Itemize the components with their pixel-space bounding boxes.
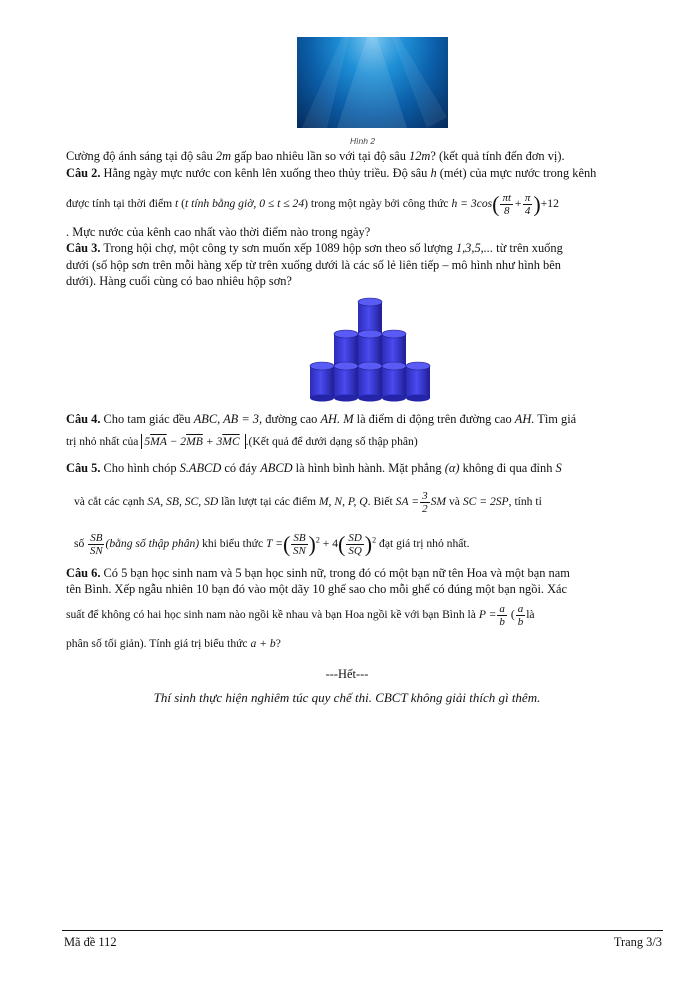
q4-label: Câu 4. — [66, 412, 101, 426]
figure-caption: Hình 2 — [350, 136, 376, 146]
q2-formula: h = 3cos( $\frac{\pi t}{8}$ + $\frac{\pi}{4}$ )+12 — [451, 191, 559, 217]
q6-label: Câu 6. — [66, 566, 101, 580]
footer-rule — [62, 930, 663, 931]
underwater-image — [297, 37, 448, 128]
q5-line2: và cắt các cạnh SA, SB, SC, SD lần lượt tại các điểm M, N, P, Q. Biết SA = $\frac{3}{2}$ SM và SC = 2SP, tính tỉ — [74, 490, 542, 515]
q6-line3: suất để không có hai học sinh nam nào ngồi kề nhau và bạn Hoa ngồi kề với bạn Bình là P = $\frac{a}{b}$ ( $\frac{a}{b}$ là — [66, 603, 535, 628]
q3-line3: dưới). Hàng cuối cùng có bao nhiêu hộp sơn? — [66, 274, 292, 288]
footer-code: Mã đề 112 — [64, 935, 117, 949]
q2-line2: được tính tại thời điểm t (t tính bằng giờ, 0 ≤ t ≤ 24) trong một ngày bởi công thức h = 3cos( $\frac{\pi t}{8}$ + $\frac{\pi}{4}$ )+12 — [66, 191, 559, 217]
q5-label: Câu 5. — [66, 461, 101, 475]
q4-line2: trị nhỏ nhất của $5\overline{MA} - 2\overline{MB} + 3\overline{MC}$ .(Kết quả để dưới dạng số thập phân) — [66, 435, 418, 448]
q2-line3: . Mực nước của kênh cao nhất vào thời điểm nào trong ngày? — [66, 225, 371, 239]
q3-line1: Câu 3. Trong hội chợ, một công ty sơn muốn xếp 1089 hộp sơn theo số lượng 1,3,5,... từ trên xuống — [66, 241, 563, 255]
q6-line1: Câu 6. Có 5 bạn học sinh nam và 5 bạn học sinh nữ, trong đó có một bạn nữ tên Hoa và một bạn nam — [66, 566, 570, 580]
light-rays — [297, 37, 448, 128]
q2-line1: Câu 2. Hằng ngày mực nước con kênh lên xuống theo thủy triều. Độ sâu h (mét) của mực nước trong kênh — [66, 166, 597, 180]
end-note: Thí sinh thực hiện nghiêm túc quy chế thi. CBCT không giải thích gì thêm. — [153, 690, 541, 705]
can-row-2 — [334, 330, 406, 366]
q4-line1: Câu 4. Cho tam giác đều ABC, AB = 3, đường cao AH. M là điểm di động trên đường cao AH. Tìm giá — [66, 412, 577, 426]
paint-can-pyramid — [300, 296, 440, 402]
q5-line3: số $\frac{SB}{SN}$ (bằng số thập phân) khi biểu thức T =( $\frac{SB}{SN}$ )$^2$ + 4( $\frac{SD}{SQ}$ )$^2$ đạt giá trị nhỏ nhất. — [74, 531, 470, 557]
q5-line1: Câu 5. Cho hình chóp S.ABCD có đáy ABCD là hình bình hành. Mặt phẳng (α) không đi qua đỉnh S — [66, 461, 562, 475]
q3-line2: dưới (số hộp sơn trên mỗi hàng xếp từ trên xuống dưới là các số lẻ liên tiếp – mô hình như hình bên — [66, 258, 561, 272]
q1-tail: Cường độ ánh sáng tại độ sâu 2m gấp bao nhiêu lần so với tại độ sâu 12m? (kết quả tính đến đơn vị). — [66, 149, 565, 163]
q2-label: Câu 2. — [66, 166, 101, 180]
end-marker: ---Hết--- — [325, 667, 369, 681]
q6-line4: phân số tối giản). Tính giá trị biểu thức a + b? — [66, 637, 281, 650]
footer-page: Trang 3/3 — [613, 935, 662, 949]
q3-label: Câu 3. — [66, 241, 101, 255]
can-row-3 — [310, 362, 430, 402]
q6-line2: tên Bình. Xếp ngẫu nhiên 10 bạn đó vào một dãy 10 ghế sao cho mỗi ghế có đúng một bạn ngồi. Xác — [66, 582, 568, 596]
q4-vector-expression: $5\overline{MA} - 2\overline{MB} + 3\overline{MC}$ — [141, 434, 245, 449]
